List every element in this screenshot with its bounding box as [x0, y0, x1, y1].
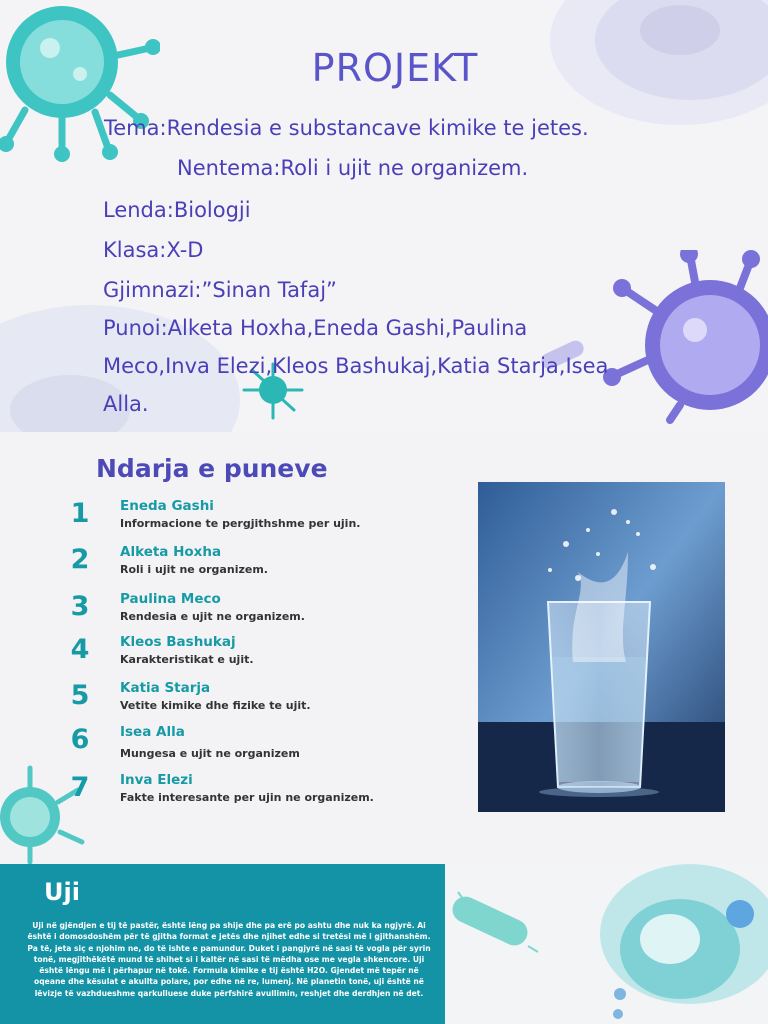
task-description: Vetite kimike dhe fizike te ujit.: [120, 699, 311, 712]
authors-line: Meco,Inva Elezi,Kleos Bashukaj,Katia Starja,Isea: [103, 354, 609, 378]
task-item: [66, 591, 426, 633]
tasks-page: [0, 432, 768, 864]
virus-illustration: [600, 250, 768, 425]
task-description: Roli i ujit ne organizem.: [120, 563, 268, 576]
authors-line: Alla.: [103, 392, 149, 416]
authors-line: Punoi:Alketa Hoxha,Eneda Gashi,Paulina: [103, 316, 528, 340]
task-number: 5: [70, 680, 90, 711]
section-heading: Ndarja e puneve: [96, 454, 328, 483]
task-member: Isea Alla: [120, 724, 185, 740]
task-member: Katia Starja: [120, 680, 211, 696]
task-item: [66, 544, 426, 586]
water-glass-image: [478, 482, 725, 812]
task-item: [66, 634, 426, 676]
water-title: Uji: [44, 878, 80, 906]
task-description: Karakteristikat e ujit.: [120, 653, 254, 666]
water-glass-photo: [478, 482, 725, 812]
page-title: PROJEKT: [311, 46, 479, 90]
task-member: Alketa Hoxha: [120, 544, 222, 560]
task-number: 7: [70, 772, 90, 803]
subtopic-line: Nentema:Roli i ujit ne organizem.: [177, 156, 529, 180]
task-description: Rendesia e ujit ne organizem.: [120, 610, 305, 623]
task-description: Informacione te pergjithshme per ujin.: [120, 517, 361, 530]
school-line: Gjimnazi:”Sinan Tafaj”: [103, 278, 337, 302]
water-description: Uji në gjëndjen e tij të pastër, është lëng pa shije dhe pa erë po ashtu dhe nuk ka ngjyrë. Ai është i domosdoshëm për të gjitha format e jetës dhe njihet edhe si tretësi më i gjithanshëm. Pa të, jeta siç e njohim ne, do të ishte e pamundur. Duket i pangjyrë në sasi të vogla për syrin tonë, megjithëkëtë mund të shihet si i kaltër në sasi të mëdha ose me vegla shkencore. Uji është lëngu më i përhapur në tokë. Formula kimike e tij është H2O. Gjendet më tepër në oqeane dhe kësulat e akullta polare, por edhe në re, lumenj. Në planetin tonë, uji është në lëvizje të vazhdueshme qarkulluese duke përfshirë avullimin, reshjet dhe derdhjen në det.: [27, 921, 431, 998]
task-item: [66, 772, 426, 814]
class-line: Klasa:X-D: [103, 238, 204, 262]
task-member: Eneda Gashi: [120, 498, 214, 514]
task-description: Mungesa e ujit ne organizem: [120, 747, 300, 760]
task-number: 6: [70, 724, 90, 755]
task-member: Inva Elezi: [120, 772, 193, 788]
task-description: Fakte interesante per ujin ne organizem.: [120, 791, 374, 804]
virus-illustration: [0, 0, 160, 180]
task-number: 2: [70, 544, 90, 575]
task-number: 3: [70, 591, 90, 622]
task-member: Kleos Bashukaj: [120, 634, 236, 650]
task-member: Paulina Meco: [120, 591, 221, 607]
task-item: [66, 498, 426, 540]
task-item: [66, 680, 426, 722]
virus-illustration: [560, 864, 768, 1024]
bacteria-illustration: [440, 884, 550, 954]
water-page: [0, 864, 768, 1024]
task-number: 1: [70, 498, 90, 529]
water-info-box: [0, 864, 445, 1024]
task-number: 4: [70, 634, 90, 665]
topic-line: Tema:Rendesia e substancave kimike te jetes.: [104, 116, 589, 140]
cover-page: [0, 0, 768, 432]
subject-line: Lenda:Biologji: [103, 198, 251, 222]
task-item: [66, 724, 426, 766]
